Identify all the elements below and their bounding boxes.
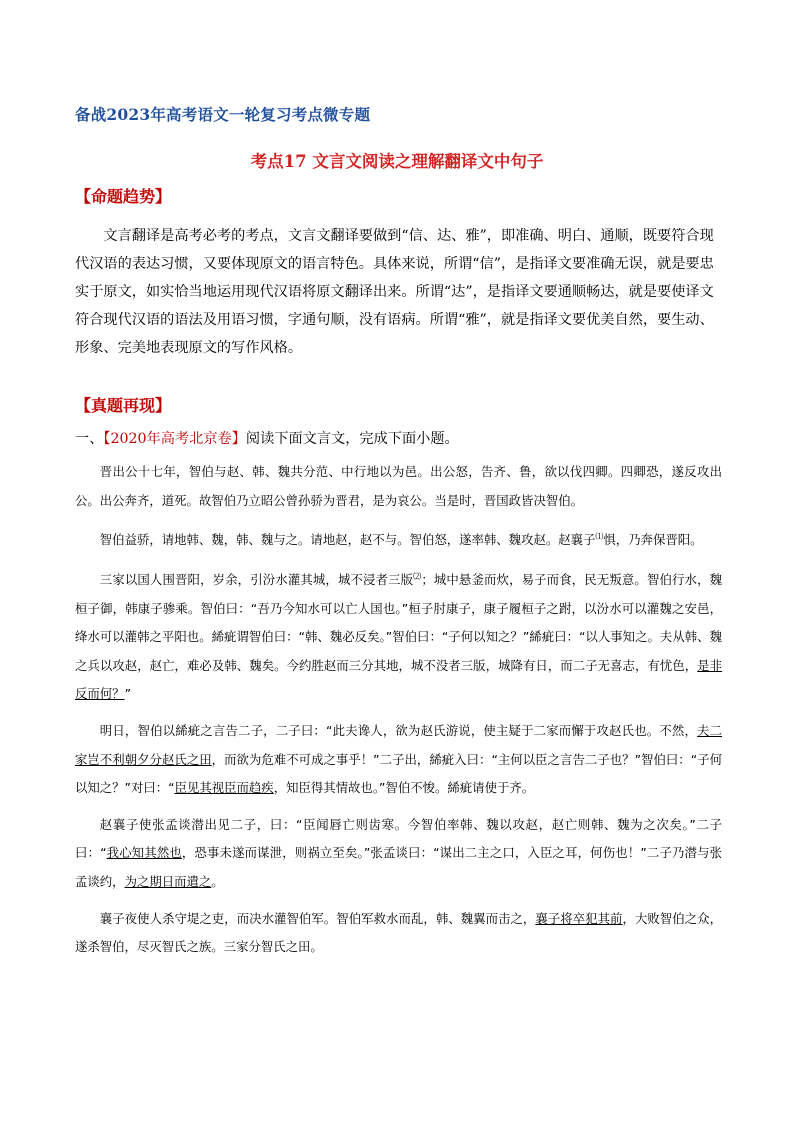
underlined-sentence: 我心知其然也	[106, 845, 182, 861]
underlined-sentence: 是非反而何？	[75, 657, 723, 702]
underlined-sentence: 襄子将卒犯其前	[535, 910, 623, 926]
section-heading-trend: 【命题趋势】	[75, 187, 172, 206]
passage-paragraph-4	[75, 717, 722, 803]
question-number: 一、	[75, 431, 104, 447]
passage-paragraph-5	[75, 811, 722, 897]
question-1-intro	[75, 428, 722, 448]
question-instruction: 阅读下面文言文，完成下面小题。	[245, 431, 459, 447]
passage-text: ，恐事未遂而谋泄，则祸立至矣。”张孟谈曰：“谋出二主之口，入臣之耳，何伤也！”二子乃潜与张孟谈约，	[75, 845, 723, 889]
underlined-sentence: 臣见其视臣而趋疾	[174, 780, 274, 796]
passage-text: ”	[124, 686, 131, 702]
topic-title: 考点17 文言文阅读之理解翻译文中句子	[250, 152, 544, 171]
passage-text: ，知臣得其情故也。”智伯不悛。絺疵请使于齐。	[273, 780, 535, 796]
passage-paragraph-3	[75, 563, 722, 709]
passage-paragraph-2	[75, 523, 722, 555]
passage-text: 晋出公十七年，智伯与赵、韩、魏共分范、中行地以为邑。出公怒，告齐、鲁，欲以伐四卿。四卿恐，遂反攻出公。出公奔齐，道死。故智伯乃立昭公曾孙骄为晋君，是为哀公。当是时，晋国政皆决智伯。	[75, 464, 722, 508]
passage-text: 三家以国人围晋阳，岁余，引汾水灌其城，城不浸者三版	[99, 572, 414, 588]
passage-text: 襄子夜使人杀守堤之吏，而决水灌智伯军。智伯军救水而乱，韩、魏翼而击之，	[99, 910, 536, 926]
passage-paragraph-6	[75, 905, 722, 962]
footnote-marker: ⑴	[595, 532, 604, 542]
trend-paragraph: 文言翻译是高考必考的考点，文言文翻译要做到“信、达、雅”，即准确、明白、通顺，既要符合现代汉语的表达习惯，又要体现原文的语言特色。具体来说，所谓“信”，是指译文要准确无误，就是要忠实于原文，如实恰当地运用现代汉语将原文翻译出来。所谓“达”，是指译文要通顺畅达，就是要使译文符合现代汉语的语法及用语习惯，字通句顺，没有语病。所谓“雅”，就是指译文要优美自然，要生动、形象、完美地表现原文的写作风格。	[75, 228, 714, 356]
question-source: 【2020年高考北京卷】	[103, 431, 246, 447]
passage-text: 惧，乃奔保晋阳。	[603, 532, 703, 548]
passage-text: ，而欲为危难不可成之事乎！”二子出，絺疵入曰：“主何以臣之言告二子也？”智伯曰：“子何以知之？”对曰：“	[75, 751, 722, 796]
passage-text: ，大败智伯之众，遂杀智伯，尽灭智氏之族。三家分智氏之田。	[75, 910, 723, 955]
passage-text: 。	[211, 873, 224, 889]
passage-text: 明日，智伯以絺疵之言告二子，二子曰：“此夫谗人，欲为赵氏游说，使主疑于二家而懈于攻赵氏也。不然，	[99, 723, 698, 738]
footnote-marker: ⑵	[413, 571, 422, 581]
passage-text: 智伯益骄，请地韩、魏，韩、魏与之。请地赵，赵不与。智伯怒，遂率韩、魏攻赵。赵襄子	[99, 532, 596, 548]
series-title: 备战2023年高考语文一轮复习考点微专题	[75, 105, 371, 124]
passage-text: ；城中悬釜而炊，易子而食，民无叛意。智伯行水，魏桓子御，韩康子骖乘。智伯曰：“吾乃今知水可以亡人国也。”桓子肘康子，康子履桓子之跗，以汾水可以灌魏之安邑，绛水可以灌韩之平阳也。絺疵谓智伯曰：“韩、魏必反矣。”智伯曰：“子何以知之？”絺疵曰：“以人事知之。夫从韩、魏之兵以攻赵，赵亡，难必及韩、魏矣。今约胜赵而三分其地，城不没者三版，城降有日，而二子无喜志，有忧色，	[75, 572, 723, 673]
passage-text: 赵襄子使张孟谈潜出见二子，曰：“臣闻唇亡则齿寒。今智伯率韩、魏以攻赵，赵亡则韩、魏为之次矣。”二子曰：“	[75, 816, 722, 861]
underlined-sentence: 夫二家岂不利朝夕分赵氏之田	[75, 723, 723, 767]
section-heading-real-questions: 【真题再现】	[75, 396, 172, 415]
classical-passage	[75, 458, 722, 970]
passage-paragraph-1	[75, 458, 722, 515]
underlined-sentence: 为之期日而遣之	[124, 873, 212, 889]
